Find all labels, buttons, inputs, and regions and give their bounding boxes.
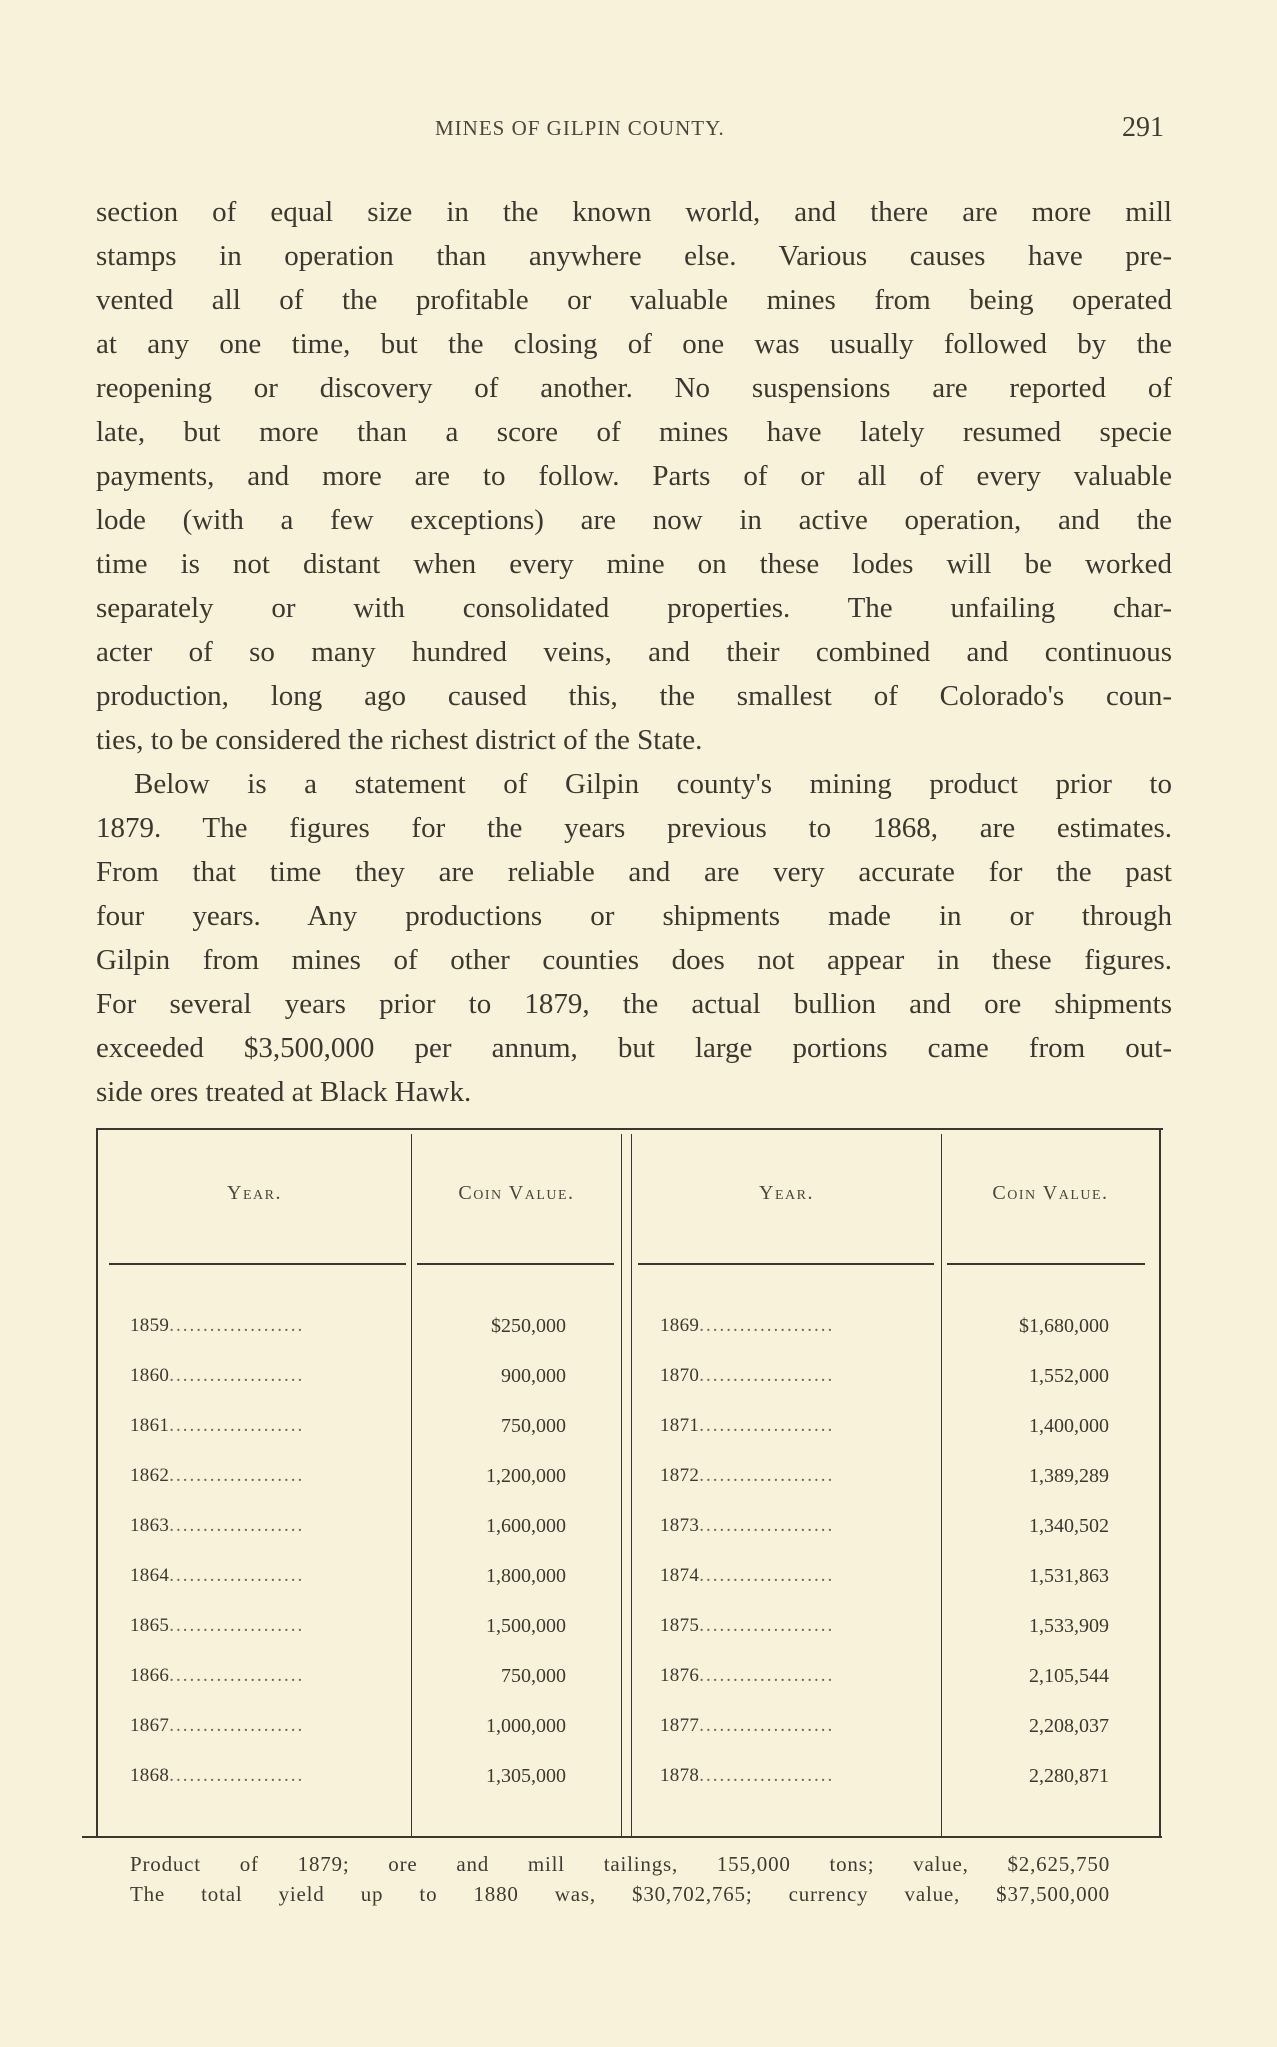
text-line: stamps in operation than anywhere else. Various causes have pre- [96,240,1172,272]
table-row-value: 1,400,000 [1029,1415,1109,1437]
header-rule [417,1263,614,1265]
table-row-value: 2,280,871 [1029,1765,1109,1787]
column-header-year: Year. [759,1182,814,1204]
table-row-year: 1862.................... [130,1465,305,1486]
table-right-border [1159,1130,1161,1836]
column-divider-double-b [631,1134,632,1836]
table-row-year: 1861.................... [130,1415,305,1436]
page-number: 291 [1122,112,1164,143]
table-top-rule [96,1128,1163,1130]
table-row-value: 1,531,863 [1029,1565,1109,1587]
table-row-year: 1878.................... [660,1765,835,1786]
text-line: lode (with a few exceptions) are now in active operation, and the [96,504,1172,536]
table-row-value: 1,305,000 [486,1765,566,1787]
text-line: section of equal size in the known world, and there are more mill [96,196,1172,228]
table-row-value: 900,000 [501,1365,566,1387]
footnote-product-1879: Product of 1879; ore and mill tailings, 155,000 tons; value, $2,625,750 [130,1852,1110,1876]
text-line: time is not distant when every mine on these lodes will be worked [96,548,1172,580]
column-divider [411,1134,412,1836]
table-row-year: 1860.................... [130,1365,305,1386]
table-row-year: 1869.................... [660,1315,835,1336]
text-line: ties, to be considered the richest district of the State. [96,724,703,756]
table-row-year: 1866.................... [130,1665,305,1686]
text-line: production, long ago caused this, the smallest of Colorado's coun- [96,680,1172,712]
text-line: four years. Any productions or shipments made in or through [96,900,1172,932]
running-head [0,112,1277,148]
table-row-year: 1867.................... [130,1715,305,1736]
column-divider-double-a [621,1134,622,1836]
text-line: at any one time, but the closing of one was usually followed by the [96,328,1172,360]
table-row-value: 1,552,000 [1029,1365,1109,1387]
table-row-year: 1876.................... [660,1665,835,1686]
column-divider [941,1134,942,1836]
table-row-value: 2,208,037 [1029,1715,1109,1737]
header-rule [109,1263,406,1265]
table-row-year: 1872.................... [660,1465,835,1486]
table-row-year: 1877.................... [660,1715,835,1736]
table-row-value: 750,000 [501,1665,566,1687]
text-line: From that time they are reliable and are very accurate for the past [96,856,1172,888]
text-line: late, but more than a score of mines have lately resumed specie [96,416,1172,448]
text-line: Below is a statement of Gilpin county's mining product prior to [134,768,1172,800]
table-row-value: 1,340,502 [1029,1515,1109,1537]
text-line: exceeded $3,500,000 per annum, but large portions came from out- [96,1032,1172,1064]
table-row-value: 1,800,000 [486,1565,566,1587]
table-bottom-rule [82,1836,1162,1838]
column-header-coin-value: Coin Value. [992,1182,1109,1204]
table-left-border [96,1130,98,1836]
table-row-year: 1873.................... [660,1515,835,1536]
footnote-total-yield: The total yield up to 1880 was, $30,702,765; currency value, $37,500,000 [130,1882,1110,1906]
table-row-year: 1874.................... [660,1565,835,1586]
table-row-value: 1,600,000 [486,1515,566,1537]
table-row-value: 2,105,544 [1029,1665,1109,1687]
column-header-year: Year. [227,1182,282,1204]
text-line: 1879. The figures for the years previous to 1868, are estimates. [96,812,1172,844]
table-row-year: 1859.................... [130,1315,305,1336]
header-rule [638,1263,934,1265]
text-line: separately or with consolidated properties. The unfailing char- [96,592,1172,624]
table-row-value: 1,533,909 [1029,1615,1109,1637]
body-text [96,190,1172,1114]
text-line: Gilpin from mines of other counties does not appear in these figures. [96,944,1172,976]
header-rule [947,1263,1145,1265]
table-row-value: 750,000 [501,1415,566,1437]
table-row-year: 1870.................... [660,1365,835,1386]
table-row-value: $250,000 [491,1315,566,1337]
column-header-coin-value: Coin Value. [458,1182,575,1204]
text-line: reopening or discovery of another. No suspensions are reported of [96,372,1172,404]
text-line: vented all of the profitable or valuable mines from being operated [96,284,1172,316]
text-line: payments, and more are to follow. Parts of or all of every valuable [96,460,1172,492]
table-row-value: 1,500,000 [486,1615,566,1637]
table-row-year: 1863.................... [130,1515,305,1536]
table-row-year: 1864.................... [130,1565,305,1586]
table-row-year: 1868.................... [130,1765,305,1786]
table-row-value: 1,389,289 [1029,1465,1109,1487]
table-row-value: 1,200,000 [486,1465,566,1487]
running-title: MINES OF GILPIN COUNTY. [435,116,725,140]
table-row-value: 1,000,000 [486,1715,566,1737]
text-line: For several years prior to 1879, the actual bullion and ore shipments [96,988,1172,1020]
text-line: side ores treated at Black Hawk. [96,1076,472,1108]
table-row-year: 1865.................... [130,1615,305,1636]
table-row-year: 1871.................... [660,1415,835,1436]
text-line: acter of so many hundred veins, and their combined and continuous [96,636,1172,668]
table-row-value: $1,680,000 [1019,1315,1109,1337]
table-row-year: 1875.................... [660,1615,835,1636]
